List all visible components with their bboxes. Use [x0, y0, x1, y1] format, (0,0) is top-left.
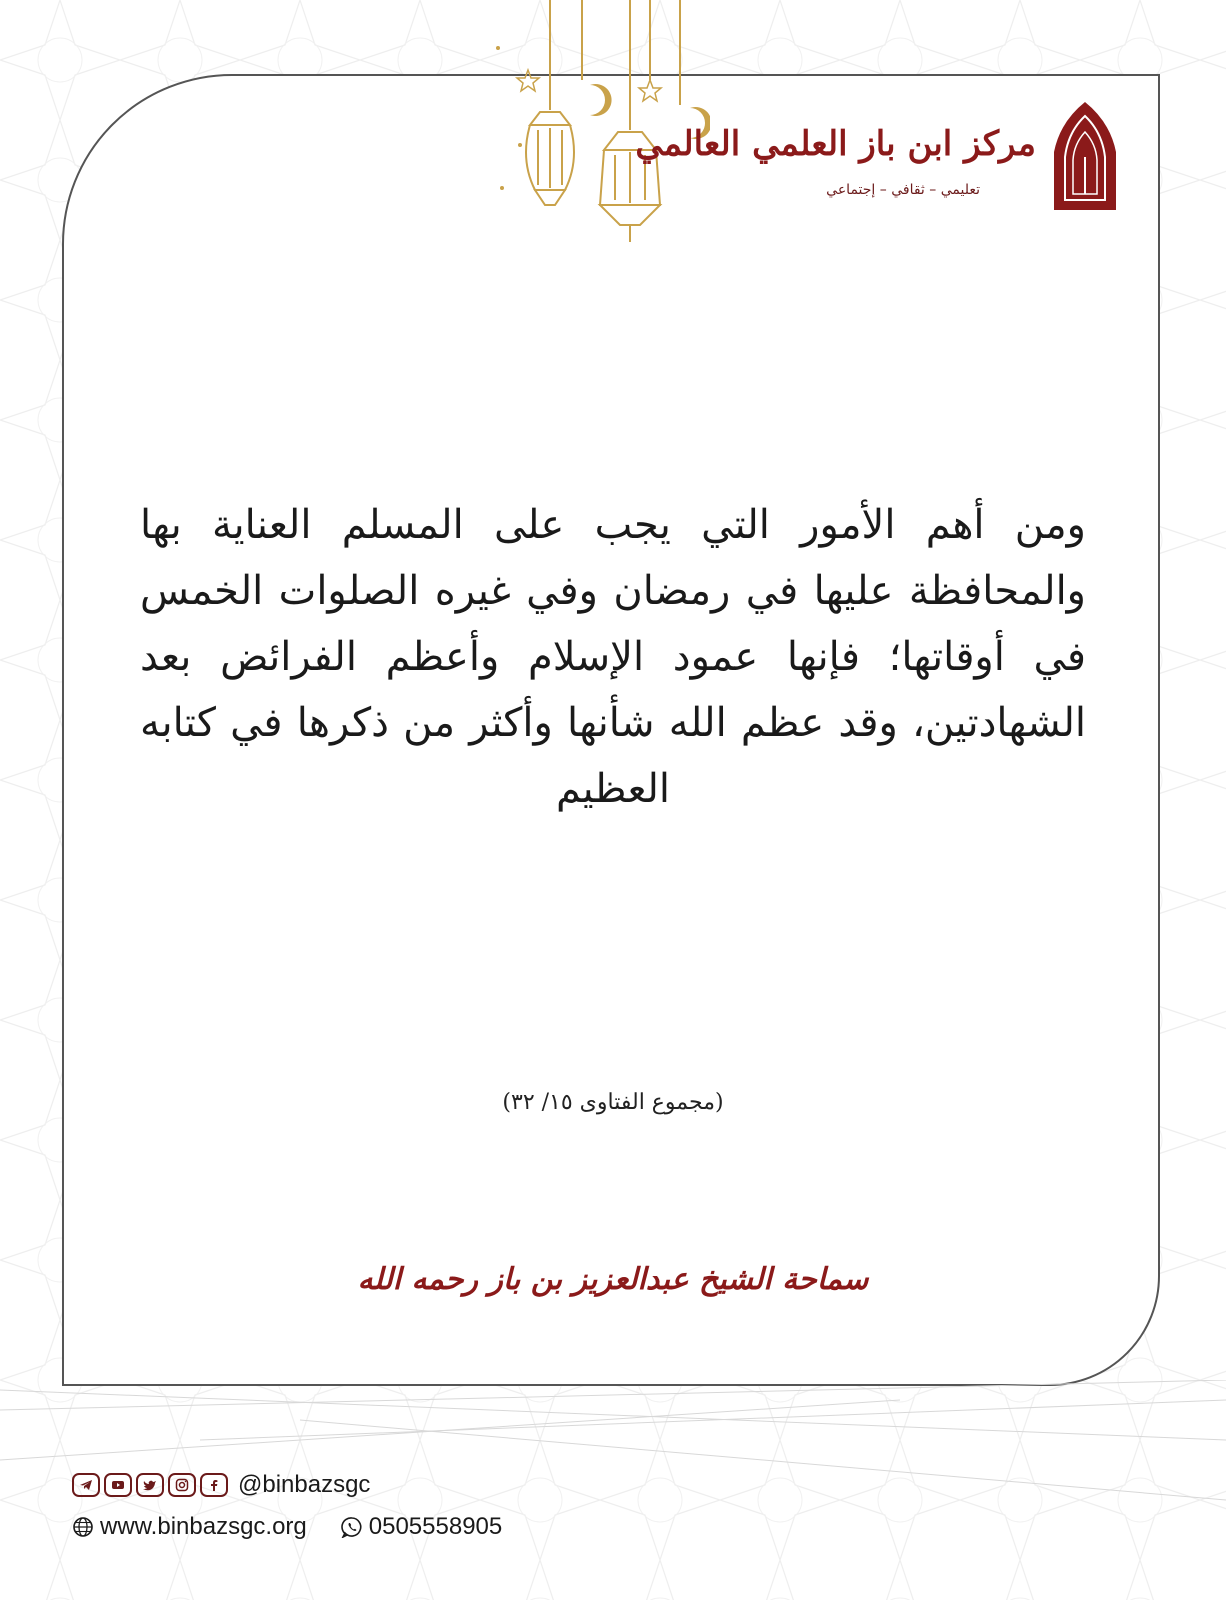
globe-icon: [72, 1516, 94, 1538]
quote-text: ومن أهم الأمور التي يجب على المسلم العناية بها والمحافظة عليها في رمضان وفي غيره الصلوات الخمس في أوقاتها؛ فإنها عمود الإسلام وأعظم الفرائض بعد الشهادتين، وقد عظم الله شأنها وأكثر من ذكرها في كتابه العظيم: [140, 502, 1086, 812]
youtube-icon[interactable]: [104, 1473, 132, 1497]
instagram-icon[interactable]: [168, 1473, 196, 1497]
contact-info: [72, 1512, 502, 1542]
twitter-icon[interactable]: [136, 1473, 164, 1497]
org-logo: [635, 102, 1120, 212]
website-link[interactable]: www.binbazsgc.org: [100, 1513, 307, 1540]
social-links: [72, 1470, 370, 1500]
org-name: مركز ابن باز العلمي العالمي: [635, 124, 1036, 164]
whatsapp-icon: [341, 1516, 363, 1538]
org-tagline: تعليمي – ثقافي – إجتماعي: [826, 182, 980, 198]
mosque-arch-emblem-icon: [1050, 102, 1120, 210]
author-signature: سماحة الشيخ عبدالعزيز بن باز رحمه الله: [357, 1262, 869, 1297]
phone-number[interactable]: 0505558905: [368, 1513, 503, 1540]
source-citation: (مجموع الفتاوى ١٥/ ٣٢): [502, 1090, 724, 1115]
telegram-icon[interactable]: [72, 1473, 100, 1497]
social-handle[interactable]: @binbazsgc: [238, 1471, 371, 1498]
facebook-icon[interactable]: [200, 1473, 228, 1497]
